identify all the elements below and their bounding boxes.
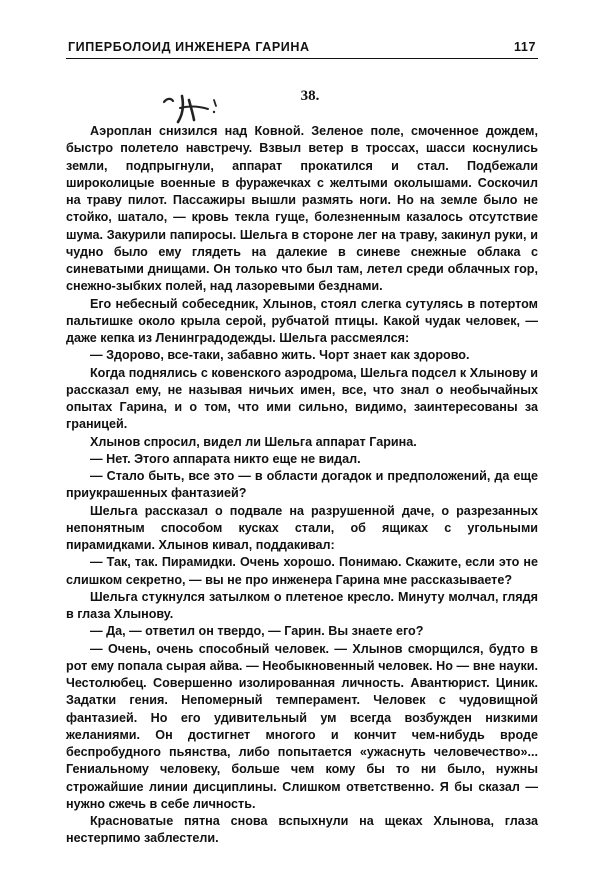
chapter-number: 38. (300, 88, 320, 104)
paragraph: Когда поднялись с ковенского аэродрома, Шельга подсел к Хлынову и рассказал ему, не называя ничьих имен, все, что знал о необычайных опытах Гарина, и о том, что ими сильно, видимо, заинтересованы за границей. (66, 365, 538, 432)
book-title: ГИПЕРБОЛОИД ИНЖЕНЕРА ГАРИНА (68, 40, 310, 54)
running-head (68, 34, 536, 54)
paragraph: — Здорово, все-таки, забавно жить. Чорт знает как здорово. (90, 348, 470, 363)
paragraph: — Нет. Этого аппарата никто еще не видал. (90, 451, 361, 466)
paragraph: Хлынов спросил, видел ли Шельга аппарат Гарина. (90, 434, 417, 449)
paragraph: Красноватые пятна снова вспыхнули на щеках Хлынова, глаза нестерпимо заблестели. (66, 814, 538, 846)
body-text (66, 123, 538, 848)
page-number: 117 (514, 40, 536, 54)
paragraph: — Очень, очень способный человек. — Хлынов сморщился, будто в рот ему попала сырая айва. — Необыкновенный человек. Но — вне науки. Честолюбец. Совершенно изолированная личность. Авантюрист. Циник. Задатки гения. Непомерный темперамент. Человек с чудовищной фантазией. Но его удивительный ум всегда возбужден низкими желаниями. Он достигнет многого и кончит чем-нибудь вроде беспробудного пьянства, либо попытается «ужаснуть человечество»... Гениальному человеку, больше чем кому бы то ни было, нужны строжайшие линии дисциплины. Слишком ответственно. Я бы сказал — нужно сжечь в себе личность. (66, 641, 538, 811)
paragraph: Шельга стукнулся затылком о плетеное кресло. Минуту молчал, глядя в глаза Хлынову. (66, 589, 538, 621)
paragraph: — Да, — ответил он твердо, — Гарин. Вы знаете его? (90, 624, 424, 639)
paragraph: Его небесный собеседник, Хлынов, стоял слегка сутулясь в потертом пальтишке около крыла серой, рубчатой птицы. Какой чудак человек, — даже кепка из Ленинградодежды. Шельга рассмеялся: (66, 296, 538, 345)
paragraph: Шельга рассказал о подвале на разрушенной даче, о разрезанных непонятным способом кусках стали, об ящиках с угольными пирамидками. Хлынов кивал, поддакивал: (66, 503, 538, 552)
header-rule (66, 58, 538, 59)
paragraph: Аэроплан снизился над Ковной. Зеленое поле, смоченное дождем, быстро полетело навстречу. Взвыл ветер в троссах, шасси коснулись земли, подпрыгнули, аппарат прокатился и стал. Подбежали широколицые военные в фуражечках с желтыми околышами. Соскочил на траву пилот. Пассажиры вышли размять ноги. Но на земле было не стойко, шатало, — кровь текла гуще, болезненным казалось отсутствие шума. Закурили папиросы. Шельга в стороне лег на траву, закинул руки, и чудно было ему глядеть на далекие в синеве снежные облака с синеватыми днищами. Он только что был там, летел среди облачных гор, снежно-зыбких полей, над лазоревыми безднами. (66, 124, 538, 294)
paragraph: — Так, так. Пирамидки. Очень хорошо. Понимаю. Скажите, если это не слишком секретно, — вы не про инженера Гарина мне рассказываете? (66, 555, 538, 587)
paragraph: — Стало быть, все это — в области догадок и предположений, да еще приукрашенных фантазией? (66, 469, 538, 501)
